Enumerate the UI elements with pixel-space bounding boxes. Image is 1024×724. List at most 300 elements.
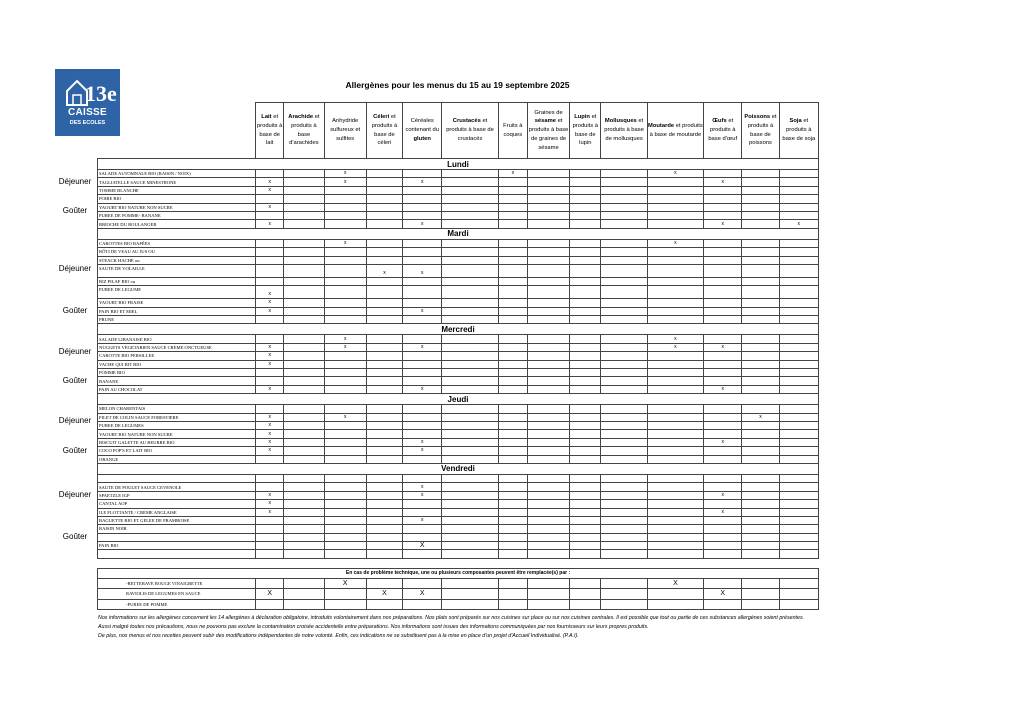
allergen-cell [324,220,366,228]
allergen-cell [647,211,703,219]
allergen-cell [527,220,569,228]
allergen-cell [527,447,569,455]
allergen-cell [527,421,569,429]
column-header-text: Fruits à coques [503,122,523,138]
column-header-2 [324,103,366,159]
allergen-cell [647,195,703,203]
allergen-cell [324,405,366,413]
allergen-cell [570,299,601,307]
allergen-cell [601,195,647,203]
column-header-bold: Céleri [373,114,390,121]
allergen-cell [647,550,703,558]
dish-name: VACHE QUI RIT BIO [98,360,256,368]
allergen-cell [779,239,818,247]
allergen-cell [403,377,442,385]
allergen-cell [601,307,647,315]
allergen-cell [527,377,569,385]
allergen-cell [442,508,498,516]
allergen-mark: x [324,343,366,351]
allergen-cell [742,430,779,438]
allergen-cell [570,178,601,186]
allergen-cell [324,455,366,463]
allergen-cell [570,239,601,247]
allergen-cell [647,220,703,228]
allergen-cell [570,220,601,228]
allergen-mark: x [779,220,818,228]
allergen-cell [570,352,601,360]
allergen-cell [742,170,779,178]
dish-row [98,405,819,413]
allergen-cell [284,525,324,533]
allergen-cell [366,508,402,516]
allergen-cell [742,377,779,385]
allergen-cell [647,385,703,393]
column-header-bold: Œufs [712,118,727,125]
allergen-cell [498,533,527,541]
allergen-cell [284,483,324,491]
allergen-cell [442,286,498,299]
allergen-cell [324,352,366,360]
dish-row [98,474,819,482]
allergen-cell [442,438,498,446]
allergen-mark: x [256,343,284,351]
allergen-cell [779,474,818,482]
allergen-cell [498,343,527,351]
dish-name: SAUTE DE POULET SAUCE CEVENOLE [98,483,256,491]
column-header-bold2: gluten [413,135,431,142]
allergen-mark: x [256,438,284,446]
allergen-cell [704,203,742,211]
allergen-cell [601,516,647,524]
allergen-cell [442,277,498,285]
allergen-mark: x [324,239,366,247]
allergen-cell [704,248,742,256]
allergen-cell [498,578,527,589]
dish-name: PAIN BIO ET MIEL [98,307,256,315]
allergen-cell [601,239,647,247]
allergen-mark: x [704,508,742,516]
allergen-mark: x [324,335,366,343]
allergen-mark: x [647,343,703,351]
allergen-cell [527,516,569,524]
allergen-cell [498,589,527,600]
allergen-cell [527,170,569,178]
dish-row [98,203,819,211]
allergen-cell [498,307,527,315]
allergen-cell [601,385,647,393]
allergen-cell [256,550,284,558]
allergen-cell [704,599,742,610]
allergen-cell [779,542,818,550]
allergen-cell [284,239,324,247]
allergen-cell [570,508,601,516]
allergen-cell [366,277,402,285]
allergen-cell [403,277,442,285]
allergen-cell [704,550,742,558]
allergen-cell [779,385,818,393]
allergen-cell [256,264,284,277]
allergen-cell [742,307,779,315]
allergen-cell [647,483,703,491]
column-header-7 [527,103,569,159]
allergen-cell [742,525,779,533]
allergen-mark: x [403,438,442,446]
allergen-cell [742,316,779,324]
allergen-cell [527,178,569,186]
column-header-bold: Lait [261,114,272,121]
allergen-cell [366,550,402,558]
allergen-cell [403,211,442,219]
allergen-cell [366,352,402,360]
allergen-mark: x [256,220,284,228]
allergen-cell [779,277,818,285]
allergen-cell [284,343,324,351]
allergen-cell [570,455,601,463]
allergen-cell [570,550,601,558]
column-header-text: et produits à base de crustacés [446,118,494,142]
allergen-cell [601,438,647,446]
allergen-cell [366,377,402,385]
allergen-cell [366,239,402,247]
allergen-cell [742,438,779,446]
allergen-cell [779,352,818,360]
allergen-cell [498,316,527,324]
allergen-cell [256,525,284,533]
allergen-cell [601,500,647,508]
allergen-cell [779,430,818,438]
allergen-cell [498,211,527,219]
allergen-cell [527,195,569,203]
allergen-cell [570,578,601,589]
allergen-cell [498,474,527,482]
allergen-cell [742,286,779,299]
day-header-row [98,394,819,405]
meal-label-dejeuner: Déjeuner [58,416,92,426]
dish-row [98,316,819,324]
allergen-cell [779,599,818,610]
allergen-cell [527,483,569,491]
allergen-cell [366,438,402,446]
column-header-text: et produits à base d'œuf [708,118,738,142]
dish-row [98,256,819,264]
allergen-cell [647,286,703,299]
column-header-6 [498,103,527,159]
allergen-cell [527,343,569,351]
allergen-cell [403,430,442,438]
allergen-cell [403,369,442,377]
allergen-cell [442,578,498,589]
allergen-cell [403,599,442,610]
allergen-cell [570,170,601,178]
allergen-cell [403,474,442,482]
allergen-cell [284,474,324,482]
allergen-cell [704,430,742,438]
allergen-cell [284,203,324,211]
allergen-cell [498,447,527,455]
allergen-cell [442,211,498,219]
allergen-cell [704,421,742,429]
dish-name: POIRE BIO [98,195,256,203]
allergen-cell [324,360,366,368]
allergen-cell [601,170,647,178]
allergen-cell [704,447,742,455]
allergen-cell [324,264,366,277]
allergen-cell [742,360,779,368]
allergen-cell [366,256,402,264]
allergen-cell [366,316,402,324]
allergen-cell [742,483,779,491]
allergen-cell [366,360,402,368]
allergen-cell [498,220,527,228]
column-header-3 [366,103,402,159]
allergen-cell [704,286,742,299]
day-name: Jeudi [98,394,819,405]
allergen-cell [527,474,569,482]
allergen-cell [442,195,498,203]
allergen-cell [366,483,402,491]
allergen-cell [779,369,818,377]
allergen-cell [442,316,498,324]
allergen-cell [324,299,366,307]
allergen-cell [256,599,284,610]
allergen-cell [742,195,779,203]
allergen-cell [366,307,402,315]
allergen-cell [647,256,703,264]
allergen-cell [647,533,703,541]
allergen-cell [570,316,601,324]
allergen-cell [527,248,569,256]
allergen-cell [366,211,402,219]
allergen-cell [324,533,366,541]
allergen-cell [442,474,498,482]
allergen-cell [284,256,324,264]
allergen-cell [779,316,818,324]
allergen-cell [366,195,402,203]
header-row [98,103,819,159]
allergen-cell [442,299,498,307]
allergen-cell [256,335,284,343]
allergen-cell [527,430,569,438]
allergen-cell [498,430,527,438]
allergen-cell [527,264,569,277]
meal-label-gouter: Goûter [62,445,88,455]
allergen-cell [366,343,402,351]
allergen-cell [742,578,779,589]
allergen-cell [647,307,703,315]
allergen-cell [601,578,647,589]
dish-name: BANANE [98,377,256,385]
allergen-cell [779,516,818,524]
allergen-cell [742,264,779,277]
replacement-dish: -PUREE DE POMME [98,599,256,610]
allergen-cell [742,335,779,343]
allergen-cell [704,483,742,491]
allergen-cell [704,307,742,315]
allergen-cell [601,377,647,385]
dish-row [98,264,819,277]
allergen-cell [256,542,284,550]
column-header-text: et produits à base de soja [782,118,816,142]
allergen-cell [601,178,647,186]
allergen-cell [704,533,742,541]
allergen-cell [742,421,779,429]
logo-line1: CAISSE [67,107,108,118]
dish-row [98,186,819,194]
meal-label-gouter: Goûter [62,376,88,386]
allergen-cell [527,369,569,377]
allergen-cell [442,178,498,186]
allergen-cell [527,186,569,194]
dish-row [98,430,819,438]
allergen-cell [284,516,324,524]
allergen-cell [324,421,366,429]
allergen-cell [366,178,402,186]
allergen-cell [256,516,284,524]
allergen-cell [601,589,647,600]
allergen-cell [256,239,284,247]
allergen-cell [442,430,498,438]
allergen-cell [742,385,779,393]
dish-row [98,438,819,446]
logo-badge: 13e [85,81,117,106]
allergen-mark: x [366,264,402,277]
allergen-cell [527,307,569,315]
allergen-cell [742,474,779,482]
allergen-cell [366,491,402,499]
column-header-text: et produits à base de lait [256,114,283,147]
allergen-cell [366,170,402,178]
dish-name: BISCUIT GALETTE AU BEURRE BIO [98,438,256,446]
allergen-cell [403,578,442,589]
allergen-cell [324,256,366,264]
allergen-cell [284,178,324,186]
allergen-cell [403,316,442,324]
dish-row [98,307,819,315]
allergen-mark: x [256,413,284,421]
allergen-cell [601,525,647,533]
allergen-cell [601,343,647,351]
allergen-cell [498,525,527,533]
allergen-cell [527,550,569,558]
allergen-cell [256,170,284,178]
allergen-cell [366,474,402,482]
allergen-cell [284,377,324,385]
column-header-text: et produits à base de poissons [747,114,777,147]
dish-name: SALADE AUTOMNALE BIO (RAISIN / NOIX) [98,170,256,178]
replacement-row [98,578,819,589]
allergen-mark: x [256,360,284,368]
allergen-cell [601,474,647,482]
allergen-cell [779,377,818,385]
dish-row [98,421,819,429]
allergen-cell [403,170,442,178]
allergen-cell [647,203,703,211]
allergen-cell [256,405,284,413]
allergen-cell [779,533,818,541]
allergen-cell [498,369,527,377]
allergen-cell [498,385,527,393]
allergen-mark: x [403,343,442,351]
dish-name: RIZ PILAF BIO ou [98,277,256,285]
allergen-cell [779,286,818,299]
allergen-cell [647,508,703,516]
allergen-cell [704,186,742,194]
allergen-cell [527,203,569,211]
allergen-cell [570,335,601,343]
dish-name: CANTAL AOP [98,500,256,508]
dish-row [98,335,819,343]
meal-label-dejeuner: Déjeuner [58,177,92,187]
allergen-cell [527,589,569,600]
dish-name: PAIN AU CHOCOLAT [98,385,256,393]
allergen-cell [704,413,742,421]
allergen-cell [647,264,703,277]
dish-row [98,220,819,228]
allergen-cell [284,220,324,228]
allergen-cell [324,203,366,211]
allergen-cell [742,299,779,307]
allergen-cell [284,500,324,508]
dish-name [98,550,256,558]
allergen-cell [527,335,569,343]
allergen-cell [256,211,284,219]
allergen-cell [704,256,742,264]
allergen-cell [570,256,601,264]
allergen-cell [704,195,742,203]
allergen-cell [442,385,498,393]
allergen-cell [366,578,402,589]
column-header-5 [442,103,498,159]
dish-name: SALADE LIBANAISE BIO [98,335,256,343]
allergen-cell [742,211,779,219]
allergen-cell [742,369,779,377]
allergen-cell [779,256,818,264]
allergen-cell [256,455,284,463]
allergen-cell [779,186,818,194]
allergen-mark: x [704,438,742,446]
allergen-cell [601,203,647,211]
dish-row [98,516,819,524]
allergen-cell [498,335,527,343]
column-header-bold: Arachide [288,114,314,121]
column-header-bold: Moutarde [648,122,675,129]
allergen-cell [403,239,442,247]
dish-row [98,352,819,360]
dish-name: SAUTE DE VOLAILLE [98,264,256,277]
dish-row [98,455,819,463]
allergen-cell [366,599,402,610]
allergen-cell [570,447,601,455]
allergen-cell [570,413,601,421]
allergen-cell [284,170,324,178]
allergen-cell [704,525,742,533]
dish-name: RAISIN NOIR [98,525,256,533]
allergen-cell [498,405,527,413]
allergen-cell [498,256,527,264]
dish-row [98,500,819,508]
allergen-cell [527,455,569,463]
allergen-cell [498,542,527,550]
dish-row [98,178,819,186]
allergen-cell [570,483,601,491]
allergen-cell [284,542,324,550]
allergen-cell [366,369,402,377]
allergen-cell [256,578,284,589]
allergen-mark: x [256,491,284,499]
header-blank [98,103,256,159]
allergen-cell [442,264,498,277]
replacement-dish: RAVIOLIS DE LEGUMES EN SAUCE [98,589,256,600]
